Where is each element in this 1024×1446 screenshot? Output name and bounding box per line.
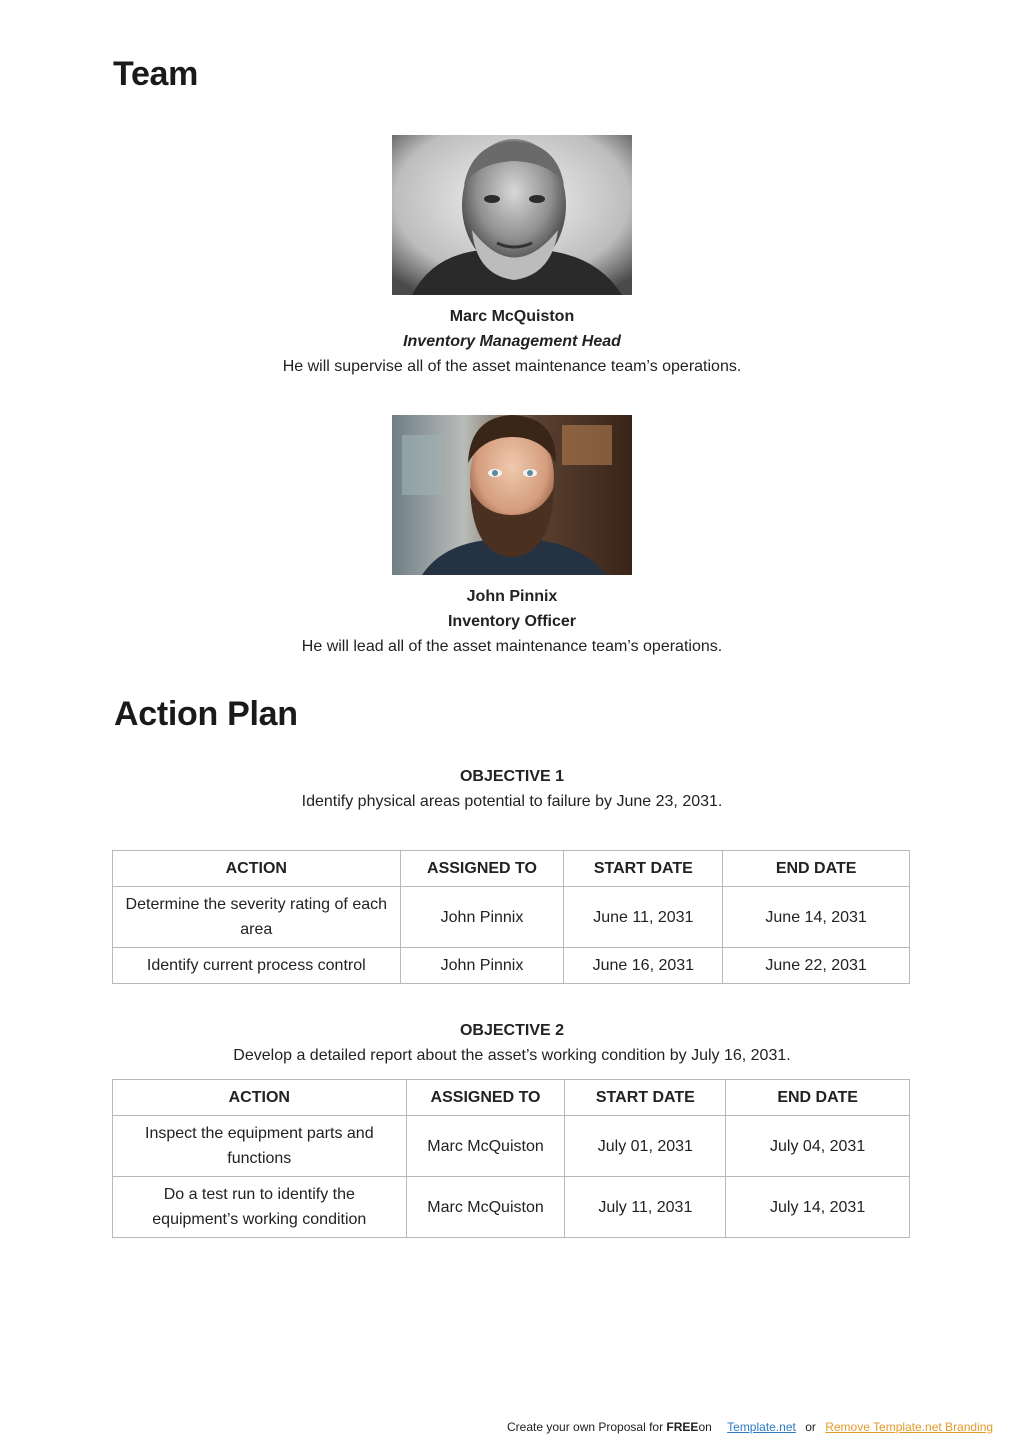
cell-action: Determine the severity rating of each area <box>113 887 401 948</box>
cell-assigned-to: Marc McQuiston <box>406 1116 565 1177</box>
table-row <box>113 887 910 948</box>
team-heading: Team <box>113 55 199 93</box>
member-photo-john-pinnix <box>392 415 632 575</box>
cell-end-date: June 14, 2031 <box>723 887 910 948</box>
footer-prefix: Create your own Proposal for <box>507 1420 664 1434</box>
column-header-start-date: START DATE <box>564 851 723 887</box>
cell-end-date: July 04, 2031 <box>726 1116 910 1177</box>
table-row <box>113 1116 910 1177</box>
column-header-end-date: END DATE <box>726 1080 910 1116</box>
footer-free: FREE <box>666 1420 699 1434</box>
column-header-action: ACTION <box>113 1080 407 1116</box>
member-role: Inventory Management Head <box>403 333 621 350</box>
column-header-assigned-to: ASSIGNED TO <box>400 851 564 887</box>
cell-action: Identify current process control <box>113 948 401 984</box>
objective-title: OBJECTIVE 1 <box>459 768 565 785</box>
objective-1-table <box>112 850 910 984</box>
table-header-row <box>113 1080 910 1116</box>
cell-action: Do a test run to identify the equipment’s working condition <box>113 1177 407 1238</box>
objective-title: OBJECTIVE 2 <box>459 1022 565 1039</box>
cell-start-date: June 16, 2031 <box>564 948 723 984</box>
member-description: He will lead all of the asset maintenance team’s operations. <box>301 638 723 655</box>
cell-start-date: July 11, 2031 <box>565 1177 726 1238</box>
cell-action: Inspect the equipment parts and functions <box>113 1116 407 1177</box>
member-name: John Pinnix <box>466 588 558 605</box>
cell-end-date: June 22, 2031 <box>723 948 910 984</box>
member-description: He will supervise all of the asset maintenance team’s operations. <box>282 358 742 375</box>
member-photo-marc-mcquiston <box>392 135 632 295</box>
cell-end-date: July 14, 2031 <box>726 1177 910 1238</box>
footer-or: or <box>805 1420 816 1434</box>
column-header-start-date: START DATE <box>565 1080 726 1116</box>
remove-branding-link[interactable]: Remove Template.net Branding <box>825 1420 994 1434</box>
table-header-row <box>113 851 910 887</box>
cell-start-date: June 11, 2031 <box>564 887 723 948</box>
action-plan-heading: Action Plan <box>114 695 298 733</box>
cell-start-date: July 01, 2031 <box>565 1116 726 1177</box>
member-role: Inventory Officer <box>447 613 577 630</box>
column-header-end-date: END DATE <box>723 851 910 887</box>
table-row <box>113 1177 910 1238</box>
template-net-link[interactable]: Template.net <box>727 1420 796 1434</box>
footer-branding <box>507 1420 993 1434</box>
cell-assigned-to: John Pinnix <box>400 887 564 948</box>
objective-description: Identify physical areas potential to failure by June 23, 2031. <box>301 793 723 810</box>
column-header-assigned-to: ASSIGNED TO <box>406 1080 565 1116</box>
column-header-action: ACTION <box>113 851 401 887</box>
objective-2-table <box>112 1079 910 1238</box>
footer-on: on <box>698 1420 712 1434</box>
objective-description: Develop a detailed report about the asset’s working condition by July 16, 2031. <box>233 1047 791 1064</box>
table-row <box>113 948 910 984</box>
member-name: Marc McQuiston <box>449 308 575 325</box>
cell-assigned-to: John Pinnix <box>400 948 564 984</box>
cell-assigned-to: Marc McQuiston <box>406 1177 565 1238</box>
